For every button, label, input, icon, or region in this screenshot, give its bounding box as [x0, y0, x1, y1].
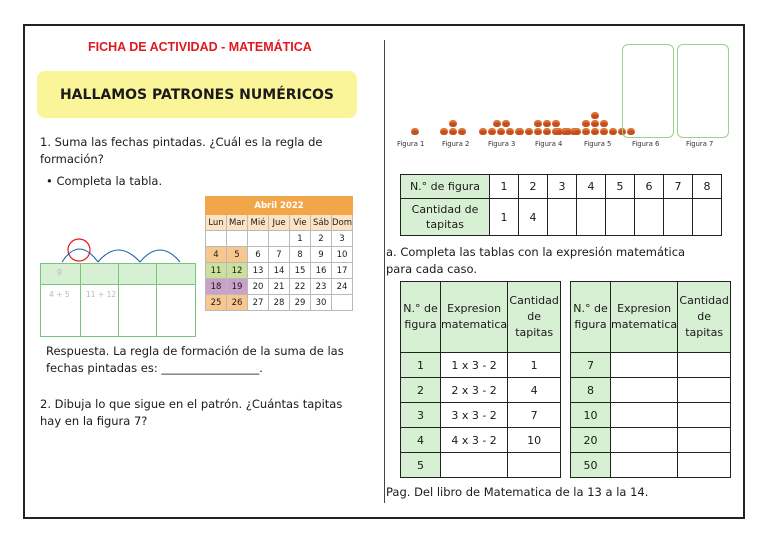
table3-input-cell[interactable]	[678, 378, 731, 403]
question-1-line-1: 1. Suma las fechas pintadas. ¿Cuál es la regla de	[40, 135, 323, 149]
table1-cell: 1	[490, 199, 519, 236]
calendar-date	[269, 231, 290, 247]
table3-input-cell[interactable]	[611, 403, 678, 428]
table2-head: Cantidad de tapitas	[508, 282, 561, 353]
table2-cell: 3	[401, 403, 441, 428]
column-divider	[384, 40, 385, 503]
table3-input-cell[interactable]	[678, 428, 731, 453]
calendar-date: 15	[290, 263, 311, 279]
table2-cell: 2 x 3 - 2	[441, 378, 508, 403]
table3-input-cell[interactable]	[611, 378, 678, 403]
question-2	[40, 396, 342, 430]
table2-cell: 10	[508, 428, 561, 453]
sum-table-cell: 4 + 5	[49, 290, 70, 299]
figure-label: Figura 2	[442, 140, 470, 148]
bottlecap-icon	[479, 128, 487, 135]
table2-cell: 4 x 3 - 2	[441, 428, 508, 453]
question-2-line-2: hay en la figura 7?	[40, 414, 148, 428]
calendar-date: 13	[248, 263, 269, 279]
table3-cell: 10	[571, 403, 611, 428]
expression-table-right	[570, 281, 731, 478]
calendar-date-highlighted: 12	[227, 263, 248, 279]
sum-table-cell: 11 + 12	[86, 290, 117, 299]
table1-cell: 4	[577, 175, 606, 199]
calendar-date-highlighted: 5	[227, 247, 248, 263]
bottlecap-icon	[516, 128, 524, 135]
bottlecap-icon	[488, 128, 496, 135]
answer-prompt	[46, 343, 344, 377]
table3-head: N.° de figura	[571, 282, 611, 353]
sum-pattern-table	[40, 263, 196, 337]
table1-input-cell[interactable]	[606, 199, 635, 236]
figure-label: Figura 4	[535, 140, 563, 148]
red-circle	[68, 239, 90, 261]
table2-head: Expresion matematica	[441, 282, 508, 353]
bottlecap-icon	[555, 128, 563, 135]
table1-row1-label: N.° de figura	[401, 175, 490, 199]
calendar-date: 16	[311, 263, 332, 279]
calendar-date	[206, 231, 227, 247]
bottlecap-icon	[525, 128, 533, 135]
table2-cell: 1 x 3 - 2	[441, 353, 508, 378]
bottlecap-icon	[534, 128, 542, 135]
table1-cell: 4	[519, 199, 548, 236]
table1-input-cell[interactable]	[635, 199, 664, 236]
calendar-date: 29	[290, 295, 311, 311]
topic-banner	[37, 71, 357, 118]
bottlecap-icon	[497, 128, 505, 135]
table1-input-cell[interactable]	[693, 199, 722, 236]
table2-input-cell[interactable]	[508, 453, 561, 478]
calendar-date: 10	[332, 247, 353, 263]
table3-cell: 50	[571, 453, 611, 478]
bottlecap-icon	[591, 112, 599, 119]
book-reference: Pag. Del libro de Matematica de la 13 a la 14.	[386, 485, 649, 499]
question-1	[40, 134, 323, 168]
calendar-day-header: Sáb	[311, 215, 332, 231]
calendar-date: 24	[332, 279, 353, 295]
calendar-date: 23	[311, 279, 332, 295]
table3-cell: 8	[571, 378, 611, 403]
calendar-date: 1	[290, 231, 311, 247]
april-calendar	[205, 196, 353, 311]
table3-input-cell[interactable]	[678, 403, 731, 428]
calendar-date	[227, 231, 248, 247]
calendar-date-highlighted: 4	[206, 247, 227, 263]
bottlecap-icon	[506, 128, 514, 135]
calendar-date-highlighted: 26	[227, 295, 248, 311]
arc-1	[62, 249, 98, 262]
expression-table-left	[400, 281, 561, 478]
bottlecap-icon	[582, 120, 590, 127]
calendar-date: 21	[269, 279, 290, 295]
bottlecap-icon	[440, 128, 448, 135]
calendar-date-highlighted: 25	[206, 295, 227, 311]
table3-cell: 7	[571, 353, 611, 378]
answer-prompt-line-1: Respuesta. La regla de formación de la suma de las	[46, 344, 344, 358]
bottlecap-icon	[543, 120, 551, 127]
calendar-date: 17	[332, 263, 353, 279]
calendar-day-header: Lun	[206, 215, 227, 231]
table3-head: Cantidad de tapitas	[678, 282, 731, 353]
table3-input-cell[interactable]	[678, 453, 731, 478]
question-2-line-1: 2. Dibuja lo que sigue en el patrón. ¿Cuántas tapitas	[40, 397, 343, 411]
calendar-day-header: Vie	[290, 215, 311, 231]
calendar-date	[248, 231, 269, 247]
table2-cell: 1	[508, 353, 561, 378]
table1-cell: 3	[548, 175, 577, 199]
calendar-day-header: Mié	[248, 215, 269, 231]
topic-banner-text: HALLAMOS PATRONES NUMÉRICOS	[59, 86, 335, 103]
arc-2	[98, 250, 140, 262]
sum-table-cell: 9	[57, 268, 62, 277]
bottlecap-icon	[543, 128, 551, 135]
figure-label: Figura 6	[632, 140, 660, 148]
worksheet-title: FICHA DE ACTIVIDAD - MATEMÁTICA	[88, 40, 312, 54]
table3-head: Expresion matematica	[611, 282, 678, 353]
table2-cell: 4	[508, 378, 561, 403]
table3-cell: 20	[571, 428, 611, 453]
calendar-date-highlighted: 19	[227, 279, 248, 295]
calendar-date: 2	[311, 231, 332, 247]
table1-row2-label: Cantidad de tapitas	[401, 199, 490, 236]
table1-cell: 2	[519, 175, 548, 199]
table1-cell: 1	[490, 175, 519, 199]
table2-input-cell[interactable]	[441, 453, 508, 478]
table3-input-cell[interactable]	[611, 353, 678, 378]
bottlecap-icon	[458, 128, 466, 135]
table1-input-cell[interactable]	[664, 199, 693, 236]
bottlecap-icon	[591, 128, 599, 135]
figure-label: Figura 5	[584, 140, 612, 148]
calendar-day-header: Mar	[227, 215, 248, 231]
figures-count-table	[400, 174, 722, 236]
bottlecap-icon	[411, 128, 419, 135]
calendar-day-header: Dom	[332, 215, 353, 231]
calendar-title: Abril 2022	[206, 197, 353, 215]
calendar-date: 3	[332, 231, 353, 247]
calendar-date-highlighted: 11	[206, 263, 227, 279]
bottlecap-icon	[449, 128, 457, 135]
bottlecap-icon	[600, 128, 608, 135]
bottlecap-icon	[552, 120, 560, 127]
calendar-date: 7	[269, 247, 290, 263]
table1-cell: 7	[664, 175, 693, 199]
table1-cell: 8	[693, 175, 722, 199]
table3-input-cell[interactable]	[611, 453, 678, 478]
bottlecap-icon	[591, 120, 599, 127]
table1-input-cell[interactable]	[577, 199, 606, 236]
complete-table-instruction: • Completa la tabla.	[46, 174, 163, 188]
bottlecap-icon	[573, 128, 581, 135]
table1-cell: 6	[635, 175, 664, 199]
calendar-date-highlighted: 18	[206, 279, 227, 295]
bottlecap-icon	[493, 120, 501, 127]
bottlecap-icon	[502, 120, 510, 127]
bottlecap-icon	[582, 128, 590, 135]
table3-input-cell[interactable]	[611, 428, 678, 453]
calendar-date: 28	[269, 295, 290, 311]
table2-cell: 2	[401, 378, 441, 403]
calendar-date	[332, 295, 353, 311]
bottlecap-icon	[564, 128, 572, 135]
figure-7-drawing-box[interactable]	[677, 44, 729, 138]
table2-cell: 1	[401, 353, 441, 378]
sum-table-col-divider	[80, 264, 81, 336]
arc-3	[140, 250, 180, 262]
figure-label: Figura 7	[686, 140, 714, 148]
calendar-date: 22	[290, 279, 311, 295]
figure-label: Figura 1	[397, 140, 425, 148]
sum-table-col-divider	[118, 264, 119, 336]
calendar-date: 14	[269, 263, 290, 279]
table2-cell: 4	[401, 428, 441, 453]
bottlecap-icon	[534, 120, 542, 127]
table2-cell: 5	[401, 453, 441, 478]
answer-prompt-line-2: fechas pintadas es: _________________.	[46, 361, 263, 375]
table2-head: N.° de figura	[401, 282, 441, 353]
bottlecap-icon	[600, 120, 608, 127]
calendar-date: 30	[311, 295, 332, 311]
table3-input-cell[interactable]	[678, 353, 731, 378]
figure-6-drawing-box[interactable]	[622, 44, 674, 138]
bottlecap-icon	[449, 120, 457, 127]
table1-cell: 5	[606, 175, 635, 199]
calendar-date: 20	[248, 279, 269, 295]
table2-cell: 3 x 3 - 2	[441, 403, 508, 428]
instruction-a-line-1: a. Completa las tablas con la expresión matemática	[386, 245, 686, 259]
instruction-a-line-2: para cada caso.	[386, 262, 478, 276]
calendar-date: 27	[248, 295, 269, 311]
bottlecap-icon	[609, 128, 617, 135]
instruction-a	[386, 244, 685, 278]
calendar-day-header: Jue	[269, 215, 290, 231]
question-1-line-2: formación?	[40, 152, 104, 166]
sum-arcs	[40, 232, 200, 266]
figure-label: Figura 3	[488, 140, 516, 148]
table1-input-cell[interactable]	[548, 199, 577, 236]
calendar-date: 6	[248, 247, 269, 263]
table2-cell: 7	[508, 403, 561, 428]
sum-table-col-divider	[156, 264, 157, 336]
calendar-date: 8	[290, 247, 311, 263]
calendar-date: 9	[311, 247, 332, 263]
